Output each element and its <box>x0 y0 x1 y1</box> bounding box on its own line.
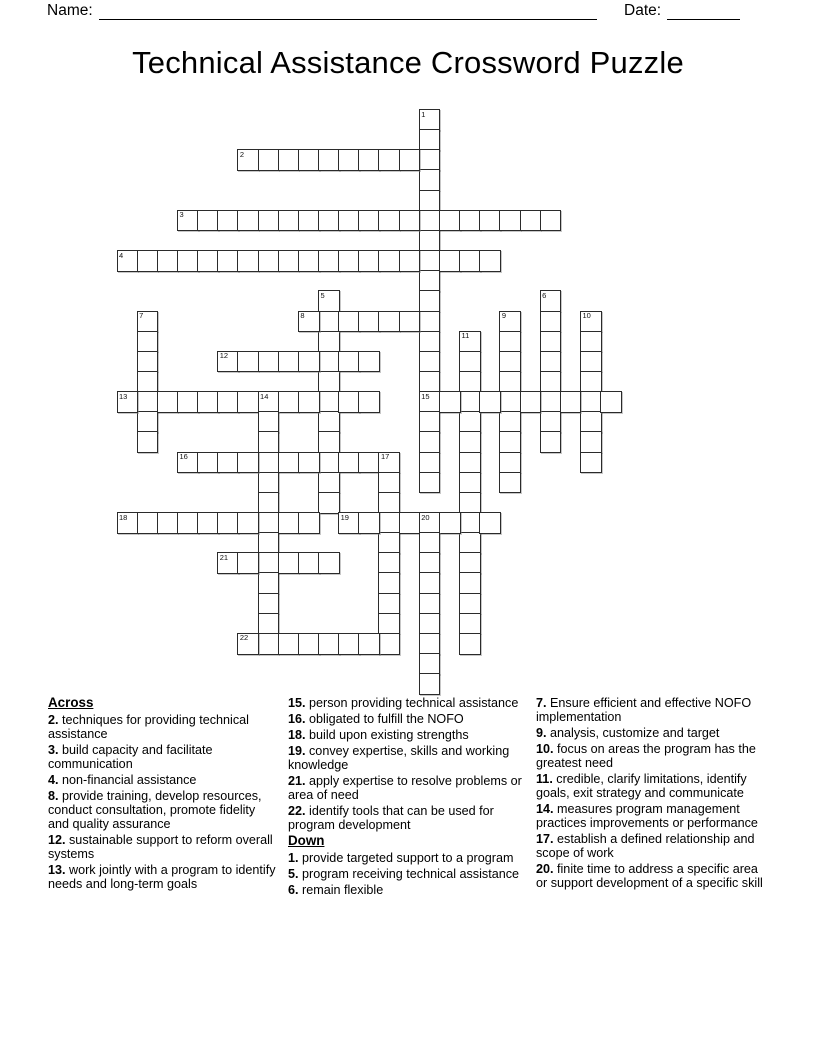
grid-cell[interactable] <box>358 149 380 171</box>
grid-cell[interactable] <box>318 371 340 393</box>
clue-number-label: 11. <box>536 772 553 786</box>
clue-3: 3. build capacity and facilitate communication <box>48 743 213 771</box>
grid-cell[interactable] <box>217 512 239 534</box>
grid-cell[interactable] <box>318 210 340 232</box>
grid-cell[interactable] <box>237 633 259 655</box>
grid-cell[interactable] <box>237 149 259 171</box>
grid-cell[interactable] <box>137 371 159 393</box>
grid-cell[interactable] <box>197 452 219 474</box>
grid-cell[interactable] <box>580 411 602 433</box>
grid-cell[interactable] <box>459 250 481 272</box>
clue-17: 17. establish a defined relationship and scope of work <box>536 832 755 860</box>
grid-cell[interactable] <box>358 391 380 413</box>
grid-cell[interactable] <box>298 311 320 333</box>
grid-cell[interactable] <box>137 311 159 333</box>
clue-2: 2. techniques for providing technical assistance <box>48 713 249 741</box>
grid-cell[interactable] <box>177 512 199 534</box>
grid-cell[interactable] <box>419 391 441 413</box>
grid-cell[interactable] <box>237 210 259 232</box>
grid-cell[interactable] <box>479 250 501 272</box>
grid-cell[interactable] <box>358 351 380 373</box>
clue-10: 10. focus on areas the program has the greatest need <box>536 742 756 770</box>
clue-number-label: 5. <box>288 867 299 881</box>
grid-cell[interactable] <box>419 593 441 615</box>
clue-number-label: 20. <box>536 862 554 876</box>
grid-cell[interactable] <box>197 512 219 534</box>
clue-6: 6. remain flexible <box>288 883 384 897</box>
clue-number-label: 22. <box>288 804 306 818</box>
clue-number: 7 <box>139 311 144 320</box>
date-label: Date: <box>624 2 662 19</box>
grid-cell[interactable] <box>419 230 441 252</box>
grid-cell[interactable] <box>540 351 562 373</box>
grid-cell[interactable] <box>540 311 562 333</box>
clue-number-label: 17. <box>536 832 554 846</box>
grid-cell[interactable] <box>419 552 441 574</box>
clue-number: 9 <box>501 311 507 320</box>
clue-number-label: 8. <box>48 789 59 803</box>
grid-cell[interactable] <box>499 431 521 453</box>
clue-21: 21. apply expertise to resolve problems or area of need <box>288 774 522 802</box>
grid-cell[interactable] <box>560 391 582 413</box>
grid-cell[interactable] <box>399 149 421 171</box>
clue-number-label: 15. <box>288 696 306 710</box>
grid-cell[interactable] <box>318 391 340 413</box>
grid-cell[interactable] <box>419 371 441 393</box>
grid-cell[interactable] <box>318 472 340 494</box>
page-title: Technical Assistance Crossword Puzzle <box>132 45 684 80</box>
grid-cell[interactable] <box>318 351 340 373</box>
grid-cell[interactable] <box>318 552 340 574</box>
clue-number: 22 <box>239 633 249 643</box>
clue-number: 8 <box>300 311 305 320</box>
across-clues-list-1 <box>48 713 278 891</box>
grid-cell[interactable] <box>419 633 441 655</box>
grid-cell[interactable] <box>177 210 199 232</box>
grid-cell[interactable] <box>298 210 320 232</box>
grid-cell[interactable] <box>580 391 602 413</box>
grid-cell[interactable] <box>499 411 521 433</box>
grid-cell[interactable] <box>479 210 501 232</box>
grid-cell[interactable] <box>419 532 441 554</box>
clue-number-label: 9. <box>536 726 547 740</box>
grid-cell[interactable] <box>378 512 400 534</box>
grid-cell[interactable] <box>459 613 481 635</box>
grid-cell[interactable] <box>137 512 159 534</box>
grid-cell[interactable] <box>258 210 280 232</box>
grid-cell[interactable] <box>419 351 441 373</box>
grid-cell[interactable] <box>499 472 521 494</box>
grid-cell[interactable] <box>258 572 280 594</box>
grid-cell[interactable] <box>177 391 199 413</box>
grid-cell[interactable] <box>157 391 179 413</box>
name-label: Name: <box>47 2 93 19</box>
clue-11: 11. credible, clarify limitations, identify goals, exit strategy and communicate <box>536 772 747 800</box>
grid-cell[interactable] <box>419 331 441 353</box>
grid-cell[interactable] <box>258 472 280 494</box>
grid-cell[interactable] <box>278 512 300 534</box>
grid-cell[interactable] <box>540 431 562 453</box>
grid-cell[interactable] <box>318 431 340 453</box>
grid-cell[interactable] <box>338 633 360 655</box>
clue-number: 19 <box>340 512 349 522</box>
grid-cell[interactable] <box>338 210 360 232</box>
clue-number: 5 <box>320 290 325 300</box>
grid-cell[interactable] <box>419 512 441 534</box>
grid-cell[interactable] <box>378 250 400 272</box>
grid-cell[interactable] <box>459 411 481 433</box>
grid-cell[interactable] <box>258 552 280 574</box>
grid-cell[interactable] <box>258 633 280 655</box>
clue-number-label: 3. <box>48 743 59 757</box>
clue-number: 12 <box>219 351 229 361</box>
grid-cell[interactable] <box>499 371 521 393</box>
grid-cell[interactable] <box>459 512 481 534</box>
clue-7: 7. Ensure efficient and effective NOFO implementation <box>536 696 752 724</box>
grid-cell[interactable] <box>459 552 481 574</box>
across-clues-list-2 <box>288 696 526 832</box>
grid-cell[interactable] <box>540 290 562 312</box>
grid-cell[interactable] <box>419 673 441 695</box>
grid-cell[interactable] <box>378 572 400 594</box>
grid-cell[interactable] <box>540 371 562 393</box>
grid-cell[interactable] <box>358 452 380 474</box>
grid-cell[interactable] <box>439 391 461 413</box>
grid-cell[interactable] <box>378 492 400 514</box>
clue-number-label: 14. <box>536 802 554 816</box>
grid-cell[interactable] <box>479 512 501 534</box>
grid-cell[interactable] <box>258 532 280 554</box>
grid-cell[interactable] <box>318 331 340 353</box>
grid-cell[interactable] <box>439 250 461 272</box>
grid-cell[interactable] <box>358 512 380 534</box>
grid-cell[interactable] <box>419 190 441 212</box>
clue-13: 13. work jointly with a program to identify needs and long-term goals <box>48 863 276 891</box>
grid-cell[interactable] <box>378 452 400 474</box>
grid-cell[interactable] <box>479 391 501 413</box>
clue-number-label: 18. <box>288 728 306 742</box>
grid-cell[interactable] <box>338 351 360 373</box>
grid-cell[interactable] <box>520 391 542 413</box>
grid-cell[interactable] <box>378 532 400 554</box>
grid-cell[interactable] <box>338 391 360 413</box>
grid-cell[interactable] <box>378 210 400 232</box>
grid-cell[interactable] <box>318 492 340 514</box>
grid-cell[interactable] <box>318 250 340 272</box>
grid-cell[interactable] <box>137 391 159 413</box>
grid-cell[interactable] <box>378 633 400 655</box>
grid-cell[interactable] <box>419 572 441 594</box>
clue-number: 11 <box>461 331 470 341</box>
clue-number: 2 <box>239 149 245 159</box>
grid-cell[interactable] <box>580 331 602 353</box>
grid-cell[interactable] <box>459 210 481 232</box>
clue-19: 19. convey expertise, skills and working knowledge <box>288 744 510 772</box>
grid-cell[interactable] <box>298 391 320 413</box>
clue-number: 14 <box>260 391 269 401</box>
clue-number-label: 1. <box>288 851 299 865</box>
grid-cell[interactable] <box>237 250 259 272</box>
grid-cell[interactable] <box>459 452 481 474</box>
grid-cell[interactable] <box>338 149 360 171</box>
clue-number: 13 <box>119 391 128 401</box>
grid-cell[interactable] <box>298 552 320 574</box>
grid-cell[interactable] <box>439 210 461 232</box>
grid-cell[interactable] <box>459 331 481 353</box>
clue-8: 8. provide training, develop resources, conduct consultation, promote fidelity and quality assurance <box>48 789 262 831</box>
grid-cell[interactable] <box>378 613 400 635</box>
down-clues-list-1 <box>288 851 526 897</box>
grid-cell[interactable] <box>258 391 280 413</box>
grid-cell[interactable] <box>358 250 380 272</box>
grid-cell[interactable] <box>378 149 400 171</box>
grid-cell[interactable] <box>419 250 441 272</box>
grid-cell[interactable] <box>399 250 421 272</box>
clue-number-label: 2. <box>48 713 59 727</box>
grid-cell[interactable] <box>378 552 400 574</box>
grid-cell[interactable] <box>177 250 199 272</box>
grid-cell[interactable] <box>237 552 259 574</box>
grid-cell[interactable] <box>157 512 179 534</box>
grid-cell[interactable] <box>278 351 300 373</box>
grid-cell[interactable] <box>117 512 139 534</box>
clue-number-label: 10. <box>536 742 554 756</box>
clue-15: 15. person providing technical assistance <box>288 696 519 710</box>
grid-cell[interactable] <box>137 250 159 272</box>
clue-number-label: 19. <box>288 744 306 758</box>
grid-cell[interactable] <box>580 371 602 393</box>
grid-cell[interactable] <box>459 371 481 393</box>
grid-cell[interactable] <box>258 351 280 373</box>
grid-cell[interactable] <box>137 351 159 373</box>
grid-cell[interactable] <box>258 512 280 534</box>
clue-1: 1. provide targeted support to a program <box>288 851 514 865</box>
grid-cell[interactable] <box>318 290 340 312</box>
grid-cell[interactable] <box>419 452 441 474</box>
grid-cell[interactable] <box>459 391 481 413</box>
grid-cell[interactable] <box>278 149 300 171</box>
grid-cell[interactable] <box>237 391 259 413</box>
clue-22: 22. identify tools that can be used for program development <box>288 804 494 832</box>
grid-cell[interactable] <box>258 452 280 474</box>
clue-number: 10 <box>582 311 591 320</box>
clue-number: 21 <box>219 552 229 562</box>
grid-cell[interactable] <box>258 492 280 514</box>
grid-cell[interactable] <box>499 210 521 232</box>
grid-cell[interactable] <box>459 472 481 494</box>
grid-cell[interactable] <box>378 593 400 615</box>
grid-cell[interactable] <box>499 452 521 474</box>
grid-cell[interactable] <box>237 351 259 373</box>
grid-cell[interactable] <box>298 452 320 474</box>
grid-cell[interactable] <box>258 431 280 453</box>
clue-number: 20 <box>421 512 430 522</box>
grid-cell[interactable] <box>278 452 300 474</box>
grid-cell[interactable] <box>419 472 441 494</box>
grid-cell[interactable] <box>258 149 280 171</box>
grid-cell[interactable] <box>278 210 300 232</box>
grid-cell[interactable] <box>499 311 521 333</box>
clue-number: 18 <box>119 512 128 522</box>
clues-column-2 <box>288 696 526 899</box>
grid-cell[interactable] <box>419 109 441 131</box>
grid-cell[interactable] <box>258 250 280 272</box>
grid-cell[interactable] <box>197 250 219 272</box>
grid-cell[interactable] <box>459 431 481 453</box>
clue-number: 4 <box>119 250 124 260</box>
grid-cell[interactable] <box>318 311 340 333</box>
grid-cell[interactable] <box>540 331 562 353</box>
grid-cell[interactable] <box>217 391 239 413</box>
grid-cell[interactable] <box>459 492 481 514</box>
grid-cell[interactable] <box>499 331 521 353</box>
grid-cell[interactable] <box>439 512 461 534</box>
grid-cell[interactable] <box>298 250 320 272</box>
grid-cell[interactable] <box>580 311 602 333</box>
grid-cell[interactable] <box>137 331 159 353</box>
grid-cell[interactable] <box>338 452 360 474</box>
grid-cell[interactable] <box>117 391 139 413</box>
grid-cell[interactable] <box>137 411 159 433</box>
grid-cell[interactable] <box>258 411 280 433</box>
across-heading: Across <box>48 695 94 710</box>
grid-cell[interactable] <box>399 210 421 232</box>
grid-cell[interactable] <box>580 452 602 474</box>
grid-cell[interactable] <box>278 552 300 574</box>
clue-number-label: 12. <box>48 833 66 847</box>
grid-cell[interactable] <box>419 311 441 333</box>
grid-cell[interactable] <box>459 633 481 655</box>
clue-number: 6 <box>542 290 547 300</box>
clue-12: 12. sustainable support to reform overall systems <box>48 833 273 861</box>
clue-number: 16 <box>179 452 188 462</box>
clue-number-label: 16. <box>288 712 306 726</box>
grid-cell[interactable] <box>419 270 441 292</box>
grid-cell[interactable] <box>600 391 622 413</box>
grid-cell[interactable] <box>197 391 219 413</box>
clue-9: 9. analysis, customize and target <box>536 726 720 740</box>
grid-cell[interactable] <box>177 452 199 474</box>
grid-cell[interactable] <box>540 411 562 433</box>
grid-cell[interactable] <box>217 351 239 373</box>
grid-cell[interactable] <box>459 593 481 615</box>
grid-cell[interactable] <box>399 512 421 534</box>
clue-number-label: 21. <box>288 774 306 788</box>
grid-cell[interactable] <box>499 391 521 413</box>
grid-cell[interactable] <box>459 532 481 554</box>
grid-cell[interactable] <box>258 613 280 635</box>
clue-number: 17 <box>380 452 390 462</box>
clue-number-label: 6. <box>288 883 299 897</box>
grid-cell[interactable] <box>419 290 441 312</box>
grid-cell[interactable] <box>378 472 400 494</box>
clues-column-3 <box>536 696 772 892</box>
grid-cell[interactable] <box>378 311 400 333</box>
grid-cell[interactable] <box>520 210 542 232</box>
grid-cell[interactable] <box>197 210 219 232</box>
grid-cell[interactable] <box>278 633 300 655</box>
clue-number: 1 <box>421 109 426 119</box>
grid-cell[interactable] <box>580 351 602 373</box>
grid-cell[interactable] <box>157 250 179 272</box>
grid-cell[interactable] <box>419 169 441 191</box>
grid-cell[interactable] <box>499 351 521 373</box>
grid-cell[interactable] <box>298 149 320 171</box>
grid-cell[interactable] <box>217 452 239 474</box>
grid-cell[interactable] <box>278 250 300 272</box>
grid-cell[interactable] <box>298 512 320 534</box>
down-clues-list-2 <box>536 696 772 890</box>
grid-cell[interactable] <box>358 633 380 655</box>
grid-cell[interactable] <box>217 210 239 232</box>
grid-cell[interactable] <box>459 572 481 594</box>
grid-cell[interactable] <box>419 613 441 635</box>
grid-cell[interactable] <box>580 431 602 453</box>
clue-5: 5. program receiving technical assistance <box>288 867 520 881</box>
clue-number-label: 13. <box>48 863 66 877</box>
grid-cell[interactable] <box>318 452 340 474</box>
clue-14: 14. measures program management practices improvements or performance <box>536 802 758 830</box>
grid-cell[interactable] <box>540 210 562 232</box>
grid-cell[interactable] <box>459 351 481 373</box>
grid-cell[interactable] <box>358 311 380 333</box>
clue-number: 3 <box>179 210 184 220</box>
grid-cell[interactable] <box>540 391 562 413</box>
grid-cell[interactable] <box>338 311 360 333</box>
grid-cell[interactable] <box>419 431 441 453</box>
clue-number: 15 <box>421 391 430 401</box>
grid-cell[interactable] <box>117 250 139 272</box>
grid-cell[interactable] <box>338 250 360 272</box>
grid-cell[interactable] <box>419 411 441 433</box>
grid-cell[interactable] <box>419 653 441 675</box>
grid-cell[interactable] <box>399 311 421 333</box>
grid-cell[interactable] <box>419 129 441 151</box>
grid-cell[interactable] <box>217 552 239 574</box>
grid-cell[interactable] <box>358 210 380 232</box>
clue-4: 4. non-financial assistance <box>48 773 197 787</box>
grid-cell[interactable] <box>318 411 340 433</box>
grid-cell[interactable] <box>419 210 441 232</box>
clue-number-label: 7. <box>536 696 547 710</box>
clues-column-1 <box>48 696 278 893</box>
grid-cell[interactable] <box>217 250 239 272</box>
down-heading: Down <box>288 833 325 848</box>
grid-cell[interactable] <box>318 633 340 655</box>
grid-cell[interactable] <box>318 149 340 171</box>
grid-cell[interactable] <box>419 149 441 171</box>
clue-16: 16. obligated to fulfill the NOFO <box>288 712 464 726</box>
clue-number-label: 4. <box>48 773 59 787</box>
clue-18: 18. build upon existing strengths <box>288 728 469 742</box>
grid-cell[interactable] <box>298 633 320 655</box>
clue-20: 20. finite time to address a specific area or support development of a specific skill <box>536 862 763 890</box>
grid-cell[interactable] <box>137 431 159 453</box>
grid-cell[interactable] <box>237 512 259 534</box>
grid-cell[interactable] <box>298 351 320 373</box>
grid-cell[interactable] <box>278 391 300 413</box>
grid-cell[interactable] <box>338 512 360 534</box>
grid-cell[interactable] <box>237 452 259 474</box>
grid-cell[interactable] <box>258 593 280 615</box>
